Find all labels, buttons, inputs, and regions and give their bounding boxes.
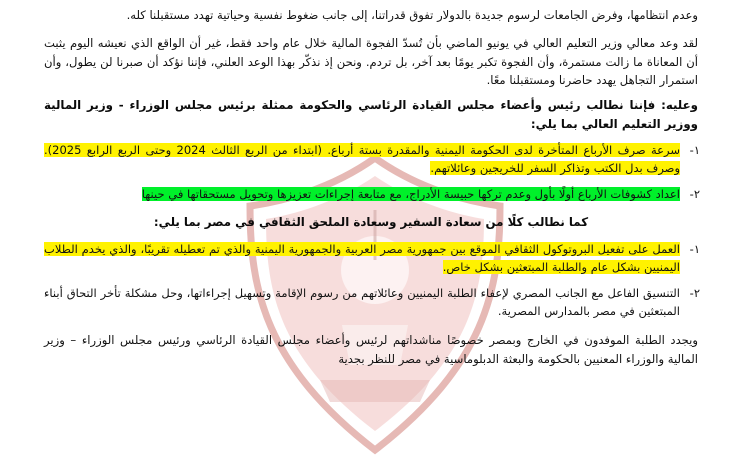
paragraph-minister-promise: لقد وعد معالي وزير التعليم العالي في يونيو الماضي بأن تُسدّ الفجوة المالية خلال عام واحد فقط، غير أن الواقع الذي نعيشه اليوم يثبت أن المعاناة ما زالت مستمرة، وأن الفجوة تكبر يومًا بعد آخر، بل تردم. ونحن إذ نذكّر بهذا الوعد العلني، فإننا نؤكد أن صبرنا لن يطول، وأن استمرار التجاهل يهدد حاضرنا ومستقبلنا معًا. — [44, 35, 698, 88]
demands-list — [44, 141, 698, 203]
attache-demands-list — [44, 240, 698, 321]
list-item-marker: ١- — [689, 241, 700, 256]
list-item — [44, 185, 700, 203]
list-item — [44, 284, 700, 321]
list-item-text: اعداد كشوفات الأرباع أولًا بأول وعدم تركها حبيسة الأدراج، مع متابعة إجراءات تعزيزها وتحويل مستحقاتها في حينها — [141, 186, 680, 201]
demands-intro-heading: وعليه: فإننا نطالب رئيس وأعضاء مجلس القيادة الرئاسي والحكومة ممثلة برئيس مجلس الوزراء - وزير المالية ووزير التعليم العالي بما يلي: — [44, 98, 698, 131]
list-item — [44, 141, 700, 178]
list-item-text: العمل على تفعيل البروتوكول الثقافي الموقع بين جمهورية مصر العربية والجمهورية اليمنية والذي تم تعطيله تقريبًا، والذي يخدم الطلاب اليمنيين بشكل عام والطلبة المبتعثين بشكل خاص. — [44, 241, 680, 275]
list-item-marker: ١- — [689, 142, 700, 157]
paragraph-continuation: وعدم انتظامها، وفرض الجامعات لرسوم جديدة بالدولار تفوق قدراتنا، إلى جانب ضغوط نفسية وحياتية تهدد مستقبلنا كله. — [126, 8, 698, 22]
list-item-text: التنسيق الفاعل مع الجانب المصري لإعفاء الطلبة اليمنيين وعائلاتهم من رسوم الإقامة وتسهيل إجراءاتها، وحل مشكلة تأخر التحاق أبناء المبتعثين في مصر بالمدارس المصرية. — [44, 285, 680, 319]
attache-intro-heading: كما نطالب كلًا من سعادة السفير وسعادة الملحق الثقافي في مصر بما يلي: — [153, 215, 589, 230]
list-item-marker: ٢- — [689, 285, 700, 300]
list-item-text: سرعة صرف الأرباع المتأخرة لدى الحكومة اليمنية والمقدرة بستة أرباع. (ابتداء من الربع الثالث 2024 وحتى الربع الرابع 2025). وصرف بدل الكتب وتذاكر السفر للخريجين وعائلاتهم. — [44, 142, 680, 176]
list-item-marker: ٢- — [689, 186, 700, 201]
list-item — [44, 240, 700, 277]
paragraph-closing: ويجدد الطلبة الموفدون في الخارج وبمصر خصوصًا مناشداتهم لرئيس وأعضاء مجلس القيادة الرئاسي ورئيس مجلس الوزراء – وزير المالية والوزراء المعنيين بالحكومة والبعثة الدبلوماسية في مصر للنظر بجدية — [44, 333, 698, 367]
